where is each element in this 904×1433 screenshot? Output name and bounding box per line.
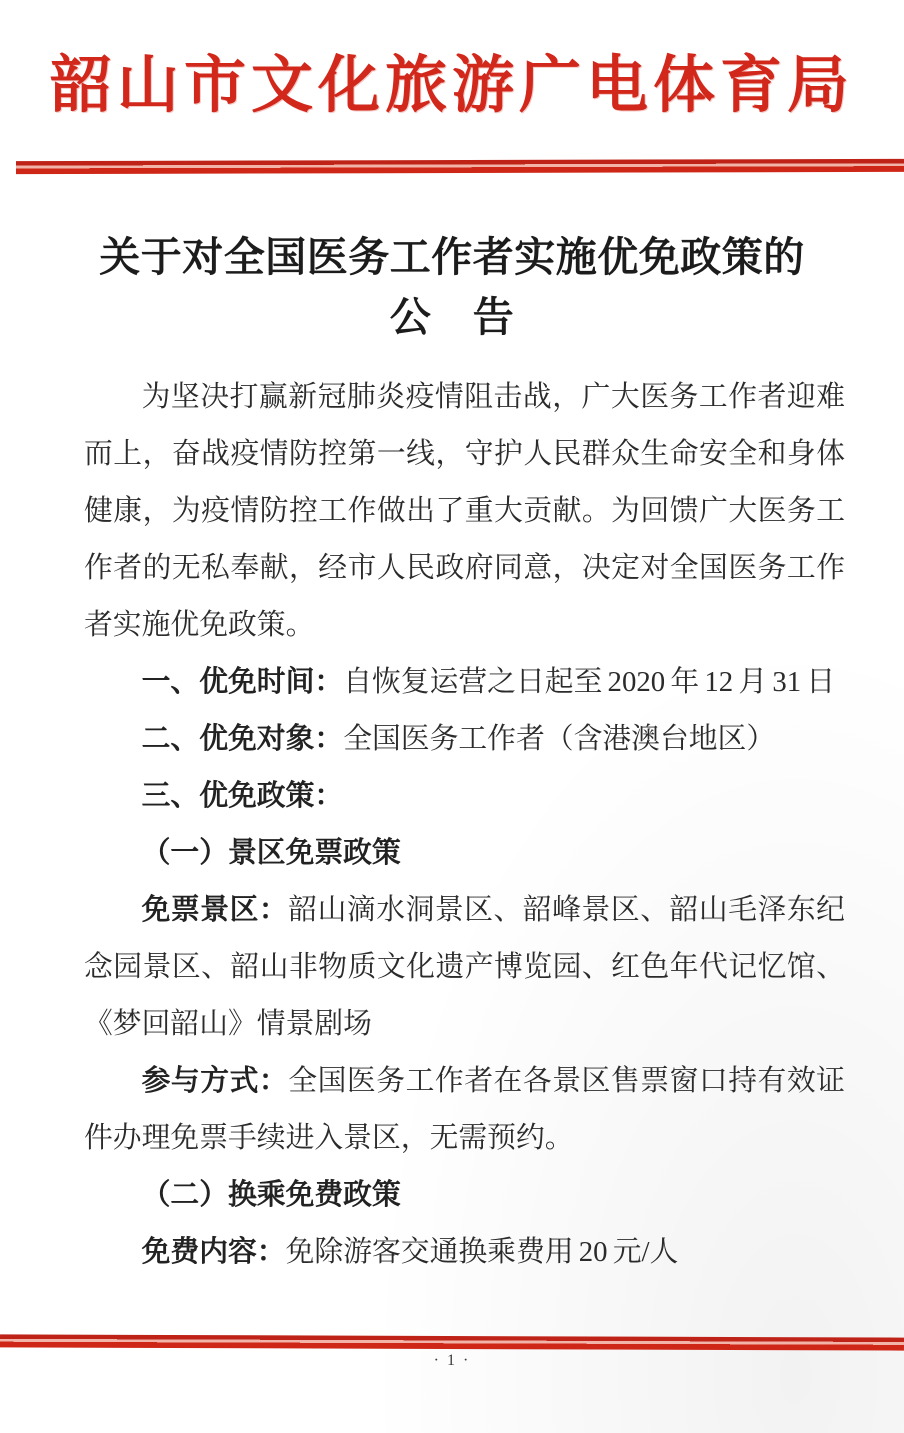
participation-method-text: 全国医务工作者在各景区售票窗口持有效证件办理免票手续进入景区，无需预约。: [84, 1065, 845, 1154]
footer-divider-line: [0, 1334, 904, 1350]
free-ticket-scenic-areas: [84, 882, 845, 1053]
announcement-body: [84, 369, 845, 1281]
intro-paragraph: 为坚决打赢新冠肺炎疫情阻击战，广大医务工作者迎难而上，奋战疫情防控第一线，守护人民群众生命安全和身体健康，为疫情防控工作做出了重大贡献。为回馈广大医务工作者的无私奉献，经市人民政府同意，决定对全国医务工作者实施优免政策。: [84, 381, 845, 641]
policy-item-policies-heading: [84, 768, 845, 825]
section-2-heading-label: （二）换乘免费政策: [141, 1179, 401, 1211]
section-2-heading: [84, 1167, 845, 1224]
announcement-title: [0, 227, 904, 347]
participation-method: [84, 1053, 845, 1167]
announcement-title-line2: 公 告: [389, 294, 515, 340]
policy-item-policies-label: 三、优免政策：: [141, 780, 344, 812]
free-transfer-content-label: 免费内容：: [141, 1236, 286, 1268]
issuing-org-title: 韶山市文化旅游广电体育局: [49, 52, 854, 120]
section-1-heading: [84, 825, 845, 882]
header-divider-line: [16, 159, 904, 174]
policy-item-target-label: 二、优免对象：: [141, 723, 344, 755]
page-number: · 1 ·: [433, 1352, 471, 1369]
policy-item-target: [84, 711, 845, 768]
free-transfer-content-text: 免除游客交通换乘费用 20 元/人: [285, 1236, 679, 1268]
participation-method-label: 参与方式：: [141, 1065, 289, 1097]
policy-item-time-label: 一、优免时间：: [141, 666, 344, 698]
free-transfer-content: [84, 1224, 845, 1281]
section-1-heading-label: （一）景区免票政策: [141, 837, 401, 869]
policy-item-time: [84, 654, 845, 711]
free-ticket-scenic-areas-label: 免票景区：: [141, 894, 289, 926]
policy-item-time-text: 自恢复运营之日起至 2020 年 12 月 31 日: [343, 666, 836, 698]
announcement-title-line1: 关于对全国医务工作者实施优免政策的: [99, 234, 805, 280]
free-ticket-scenic-areas-text: 韶山滴水洞景区、韶峰景区、韶山毛泽东纪念园景区、韶山非物质文化遗产博览园、红色年代记忆馆、《梦回韶山》情景剧场: [84, 894, 845, 1040]
policy-item-target-text: 全国医务工作者（含港澳台地区）: [343, 723, 776, 755]
